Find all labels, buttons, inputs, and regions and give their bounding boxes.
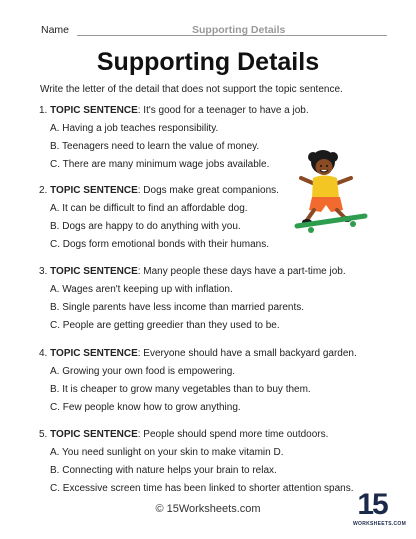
question-number: 3. (39, 266, 48, 277)
question-number: 4. (39, 348, 48, 359)
option-c: C. Dogs form emotional bonds with their humans. (50, 239, 269, 250)
topic-sentence (39, 428, 354, 446)
option-c: C. There are many minimum wage jobs available. (50, 159, 270, 170)
option-a: A. You need sunlight on your skin to make vitamin D. (50, 447, 284, 458)
topic-sentence-label: TOPIC SENTENCE (50, 105, 138, 116)
topic-sentence (39, 184, 279, 202)
option-b: B. Dogs are happy to do anything with you. (50, 221, 241, 232)
topic-sentence-text: : People should spend more time outdoors. (137, 429, 329, 440)
topic-sentence-label: TOPIC SENTENCE (50, 348, 138, 359)
question-2 (39, 184, 279, 256)
footer-copyright: © 15Worksheets.com (155, 503, 261, 515)
question-1 (39, 104, 309, 176)
option-b: B. Connecting with nature helps your brain to relax. (50, 465, 277, 476)
name-label: Name (41, 24, 70, 36)
worksheet-header (41, 24, 386, 40)
header-subject: Supporting Details (192, 24, 286, 36)
option-b: B. Teenagers need to learn the value of money. (50, 141, 260, 152)
question-4 (39, 347, 357, 419)
topic-sentence-text: : Many people these days have a part-time job. (137, 266, 346, 277)
instructions: Write the letter of the detail that does not support the topic sentence. (40, 84, 343, 95)
option-c: C. Excessive screen time has been linked to shorter attention spans. (50, 483, 354, 494)
question-3 (39, 265, 346, 337)
question-number: 1. (39, 105, 48, 116)
option-b: B. Single parents have less income than married parents. (50, 302, 305, 313)
option-a: A. Having a job teaches responsibility. (50, 123, 219, 134)
option-b: B. It is cheaper to grow many vegetables than to buy them. (50, 384, 311, 395)
topic-sentence-text: : Dogs make great companions. (137, 185, 279, 196)
page-title: Supporting Details (96, 48, 320, 76)
question-number: 2. (39, 185, 48, 196)
question-number: 5. (39, 429, 48, 440)
question-5 (39, 428, 354, 500)
topic-sentence-label: TOPIC SENTENCE (50, 429, 138, 440)
topic-sentence-text: : Everyone should have a small backyard garden. (137, 348, 357, 359)
logo-caption: WORKSHEETS.COM (353, 521, 407, 527)
option-c: C. People are getting greedier than they used to be. (50, 320, 280, 331)
topic-sentence (39, 347, 357, 365)
option-a: A. It can be difficult to find an affordable dog. (50, 203, 248, 214)
topic-sentence-text: : It's good for a teenager to have a job. (137, 105, 309, 116)
topic-sentence (39, 104, 309, 122)
topic-sentence-label: TOPIC SENTENCE (50, 185, 138, 196)
option-a: A. Wages aren't keeping up with inflation. (50, 284, 233, 295)
logo-number: 15 (357, 488, 387, 521)
worksheets-logo[interactable] (353, 488, 407, 532)
topic-sentence (39, 265, 346, 283)
option-a: A. Growing your own food is empowering. (50, 366, 236, 377)
skateboarder-icon (293, 148, 373, 240)
option-c: C. Few people know how to grow anything. (50, 402, 241, 413)
topic-sentence-label: TOPIC SENTENCE (50, 266, 138, 277)
